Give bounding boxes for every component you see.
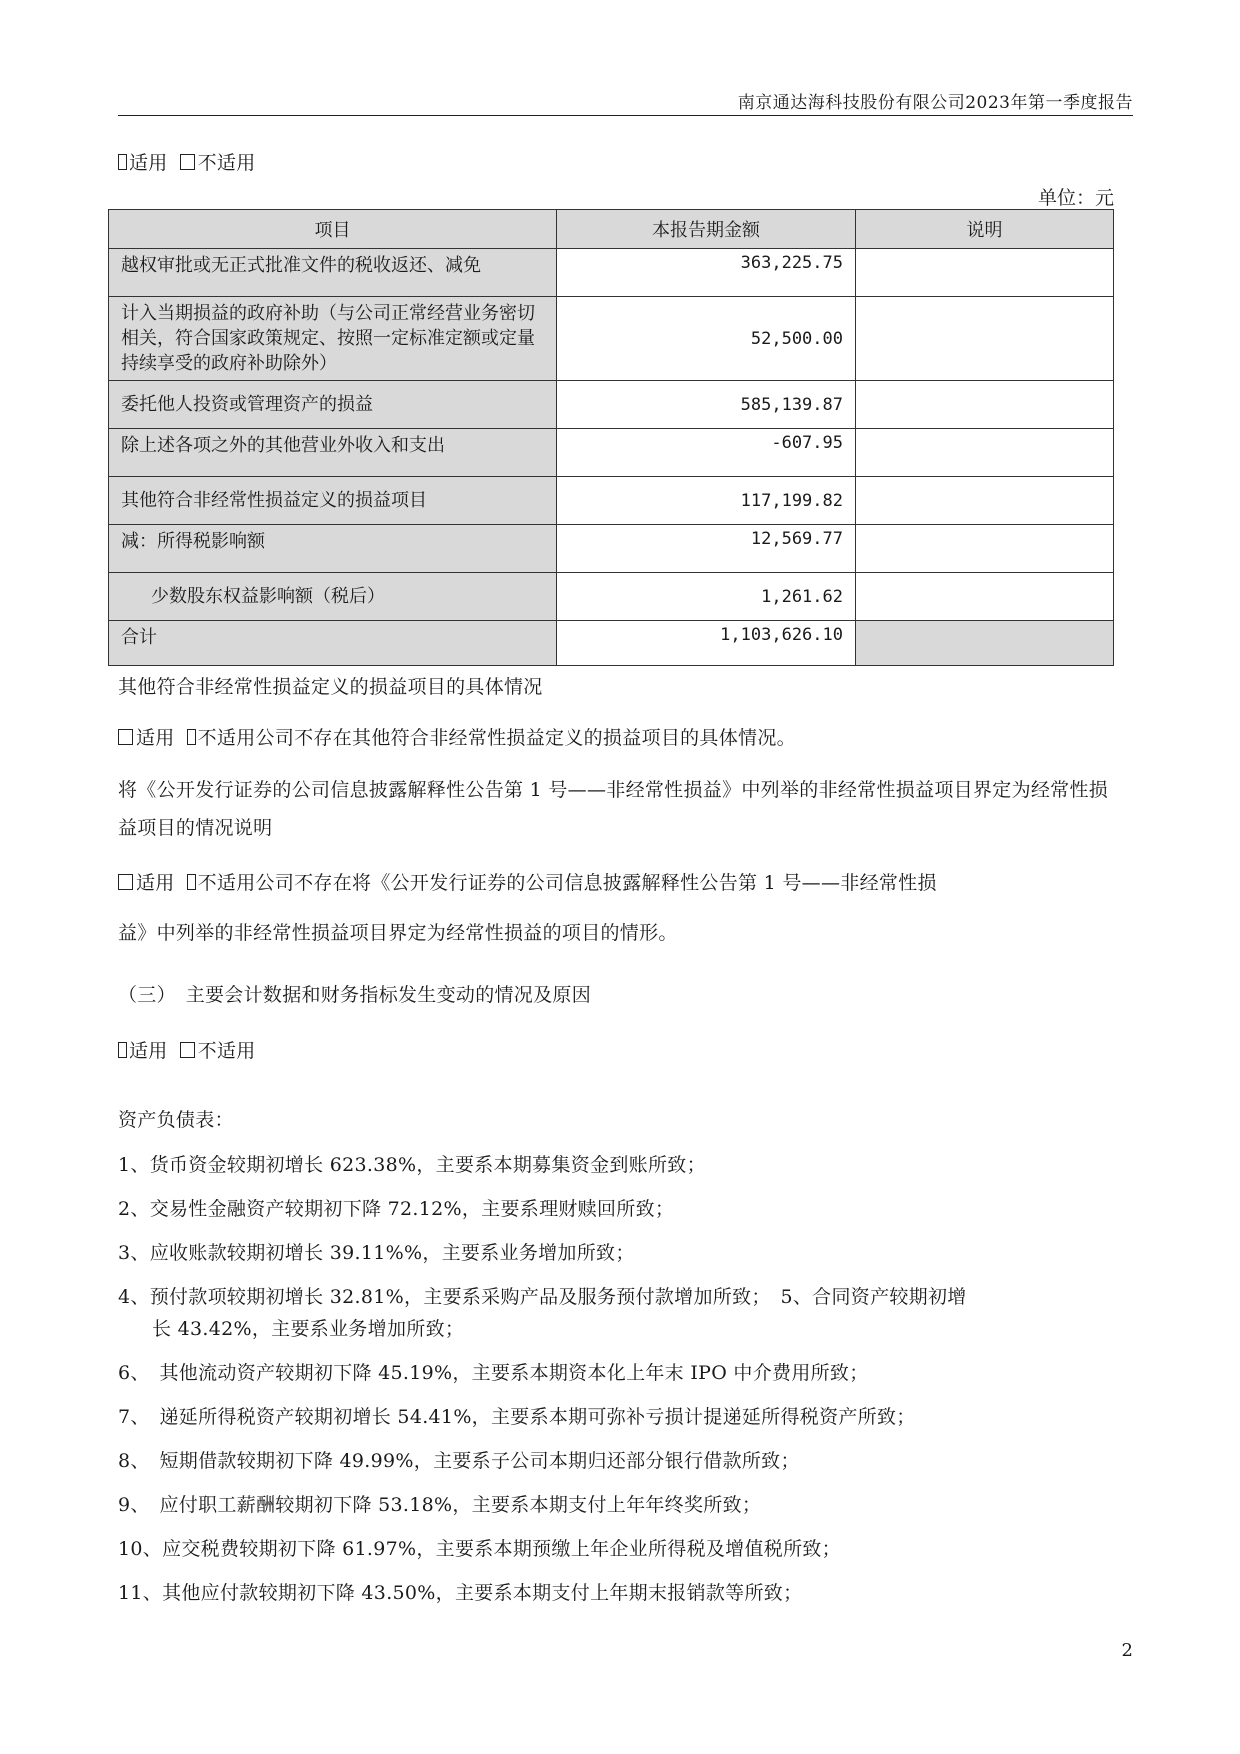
table-row (109, 525, 1114, 573)
row-note (856, 621, 1114, 666)
row-item: 减：所得税影响额 (109, 525, 557, 573)
table-row (109, 573, 1114, 621)
not-applicable-label: 不适用 (197, 727, 256, 749)
row-amount: 52,500.00 (557, 297, 856, 381)
page-number: 2 (1121, 1640, 1133, 1661)
not-applicable-label: 不适用 (197, 872, 256, 894)
checkbox-checked (187, 874, 196, 890)
row-amount: -607.95 (557, 429, 856, 477)
unit-label: 单位：元 (1037, 187, 1114, 209)
row-note (856, 477, 1114, 525)
checkbox-unchecked (180, 1042, 195, 1058)
list-item: 4、预付款项较期初增长 32.81%，主要系采购产品及服务预付款增加所致； 5、合同资产较期初增 (118, 1286, 967, 1308)
column-header-amount: 本报告期金额 (557, 210, 856, 249)
row-item: 合计 (109, 621, 557, 666)
row-amount: 117,199.82 (557, 477, 856, 525)
status-text-line-1: 公司不存在将《公开发行证券的公司信息披露解释性公告第 1 号——非经常性损 (255, 872, 937, 894)
list-item: 2、交易性金融资产较期初下降 72.12%，主要系理财赎回所致； (118, 1198, 675, 1220)
applicable-label: 适用 (136, 727, 175, 749)
table-row (109, 429, 1114, 477)
table-row (109, 297, 1114, 381)
checkbox-unchecked (118, 729, 133, 745)
section-3-title: （三） 主要会计数据和财务指标发生变动的情况及原因 (118, 984, 592, 1006)
column-header-note: 说明 (856, 210, 1114, 249)
applicability-row-1 (118, 148, 256, 175)
applicable-label: 适用 (136, 872, 175, 894)
list-item: 6、 其他流动资产较期初下降 45.19%，主要系本期资本化上年末 IPO 中介费用所致； (118, 1362, 869, 1384)
row-note (856, 429, 1114, 477)
table-header-row (109, 210, 1114, 249)
other-items-title: 其他符合非经常性损益定义的损益项目的具体情况 (118, 676, 543, 698)
row-item: 其他符合非经常性损益定义的损益项目 (109, 477, 557, 525)
list-item: 3、应收账款较期初增长 39.11%%，主要系业务增加所致； (118, 1242, 635, 1264)
balance-sheet-title: 资产负债表： (118, 1109, 234, 1131)
other-items-status (118, 723, 796, 750)
definition-title: 将《公开发行证券的公司信息披露解释性公告第 1 号——非经常性损益》中列举的非经常性损益项目界定为经常性损益项目的情况说明 (118, 779, 1109, 839)
row-item: 委托他人投资或管理资产的损益 (109, 381, 557, 429)
row-note (856, 297, 1114, 381)
list-item: 8、 短期借款较期初下降 49.99%，主要系子公司本期归还部分银行借款所致； (118, 1450, 800, 1472)
list-item: 长 43.42%，主要系业务增加所致； (152, 1318, 465, 1340)
column-header-item: 项目 (109, 210, 557, 249)
list-item: 7、 递延所得税资产较期初增长 54.41%，主要系本期可弥补亏损计提递延所得税资产所致； (118, 1406, 916, 1428)
non-recurring-items-table (108, 209, 1114, 666)
list-item: 1、货币资金较期初增长 623.38%，主要系本期募集资金到账所致； (118, 1154, 706, 1176)
checkbox-checked (118, 154, 127, 170)
row-amount: 363,225.75 (557, 249, 856, 297)
applicability-row-2 (118, 1036, 256, 1063)
row-amount: 1,103,626.10 (557, 621, 856, 666)
list-item: 9、 应付职工薪酬较期初下降 53.18%，主要系本期支付上年年终奖所致； (118, 1494, 762, 1516)
status-text-line-2: 益》中列举的非经常性损益项目界定为经常性损益的项目的情形。 (118, 922, 678, 944)
table-total-row (109, 621, 1114, 666)
row-note (856, 573, 1114, 621)
status-text: 公司不存在其他符合非经常性损益定义的损益项目的具体情况。 (255, 727, 796, 749)
row-note (856, 525, 1114, 573)
table-row (109, 477, 1114, 525)
not-applicable-label: 不适用 (197, 1040, 256, 1062)
row-item: 除上述各项之外的其他营业外收入和支出 (109, 429, 557, 477)
table-row (109, 381, 1114, 429)
row-note (856, 249, 1114, 297)
list-item: 10、应交税费较期初下降 61.97%，主要系本期预缴上年企业所得税及增值税所致； (118, 1538, 841, 1560)
table-row (109, 249, 1114, 297)
applicable-label: 适用 (129, 1040, 168, 1062)
row-amount: 12,569.77 (557, 525, 856, 573)
not-applicable-label: 不适用 (197, 152, 256, 174)
checkbox-unchecked (118, 874, 133, 890)
row-amount: 1,261.62 (557, 573, 856, 621)
row-amount: 585,139.87 (557, 381, 856, 429)
list-item: 11、其他应付款较期初下降 43.50%，主要系本期支付上年期末报销款等所致； (118, 1582, 803, 1604)
header-divider (118, 115, 1133, 116)
report-header: 南京通达海科技股份有限公司2023年第一季度报告 (737, 93, 1133, 113)
applicable-label: 适用 (129, 152, 168, 174)
row-item: 少数股东权益影响额（税后） (109, 573, 557, 621)
checkbox-checked (187, 729, 196, 745)
definition-status (118, 868, 937, 895)
row-item: 越权审批或无正式批准文件的税收返还、减免 (109, 249, 557, 297)
row-item: 计入当期损益的政府补助（与公司正常经营业务密切相关，符合国家政策规定、按照一定标准定额或定量持续享受的政府补助除外） (109, 297, 557, 381)
checkbox-checked (118, 1042, 127, 1058)
row-note (856, 381, 1114, 429)
checkbox-unchecked (180, 154, 195, 170)
